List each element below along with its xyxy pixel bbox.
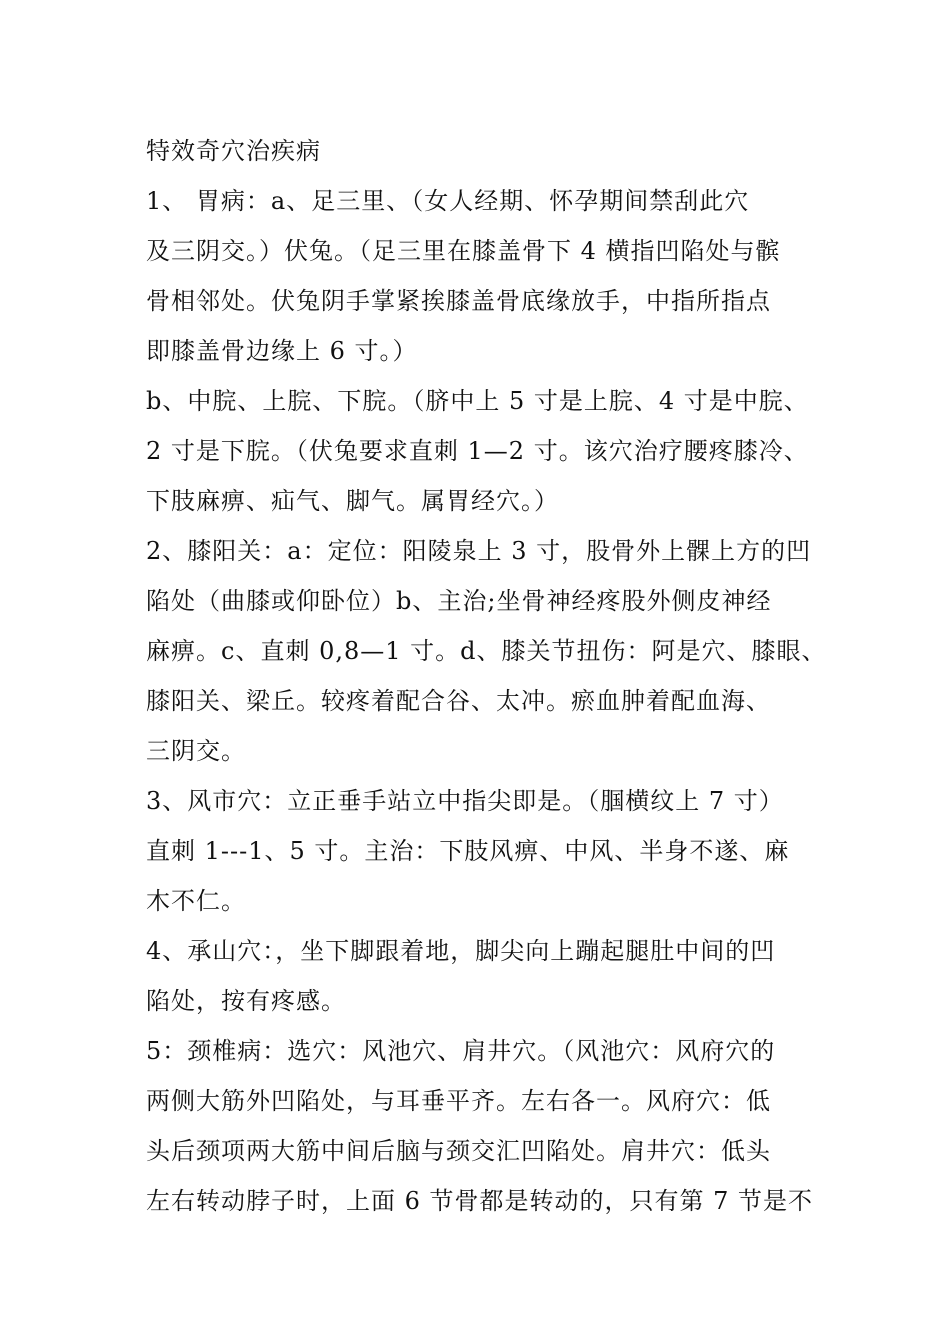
text-line: 下肢麻痹、疝气、脚气。属胃经穴。）	[146, 487, 559, 515]
text-line: 2 寸是下脘。（伏兔要求直刺 1—2 寸。该穴治疗腰疼膝冷、	[146, 437, 809, 465]
paragraph-zhongwan	[146, 376, 836, 526]
text-line: 骨相邻处。伏兔阴手掌紧挨膝盖骨底缘放手，中指所指点	[146, 287, 771, 315]
paragraph-xiyangguan	[146, 526, 836, 776]
text-line: 麻痹。c、直刺 0,8—1 寸。d、膝关节扭伤：阿是穴、膝眼、	[146, 637, 827, 665]
text-line: b、中脘、上脘、下脘。（脐中上 5 寸是上脘、4 寸是中脘、	[146, 387, 809, 415]
text-line: 木不仁。	[146, 887, 246, 915]
text-line: 直刺 1---1、5 寸。主治：下肢风痹、中风、半身不遂、麻	[146, 837, 790, 865]
text-line: 5：颈椎病：选穴：风池穴、肩井穴。（风池穴：风府穴的	[146, 1037, 776, 1065]
text-line: 即膝盖骨边缘上 6 寸。）	[146, 337, 418, 365]
document-body	[146, 126, 836, 1226]
text-line: 陷处（曲膝或仰卧位）b、主治;坐骨神经疼股外侧皮神经	[146, 587, 772, 615]
text-line: 陷处，按有疼感。	[146, 987, 346, 1015]
text-line: 4、承山穴：，坐下脚跟着地，脚尖向上蹦起腿肚中间的凹	[146, 937, 776, 965]
text-line: 左右转动脖子时，上面 6 节骨都是转动的，只有第 7 节是不	[146, 1187, 814, 1215]
paragraph-cervical	[146, 1026, 836, 1226]
paragraph-stomach	[146, 176, 836, 376]
text-line: 2、膝阳关：a：定位：阳陵泉上 3 寸，股骨外上髁上方的凹	[146, 537, 812, 565]
text-line: 3、风市穴：立正垂手站立中指尖即是。（腘横纹上 7 寸）	[146, 787, 784, 815]
text-line: 1、 胃病：a、足三里、（女人经期、怀孕期间禁刮此穴	[146, 187, 750, 215]
text-line: 及三阴交。）伏兔。（足三里在膝盖骨下 4 横指凹陷处与髌	[146, 237, 781, 265]
document-title: 特效奇穴治疾病	[146, 137, 321, 165]
paragraph-chengshan	[146, 926, 836, 1026]
text-line: 头后颈项两大筋中间后脑与颈交汇凹陷处。肩井穴：低头	[146, 1137, 771, 1165]
text-line: 膝阳关、梁丘。较疼着配合谷、太冲。瘀血肿着配血海、	[146, 687, 771, 715]
text-line: 三阴交。	[146, 737, 246, 765]
text-line: 两侧大筋外凹陷处，与耳垂平齐。左右各一。风府穴：低	[146, 1087, 771, 1115]
paragraph-fengshi	[146, 776, 836, 926]
